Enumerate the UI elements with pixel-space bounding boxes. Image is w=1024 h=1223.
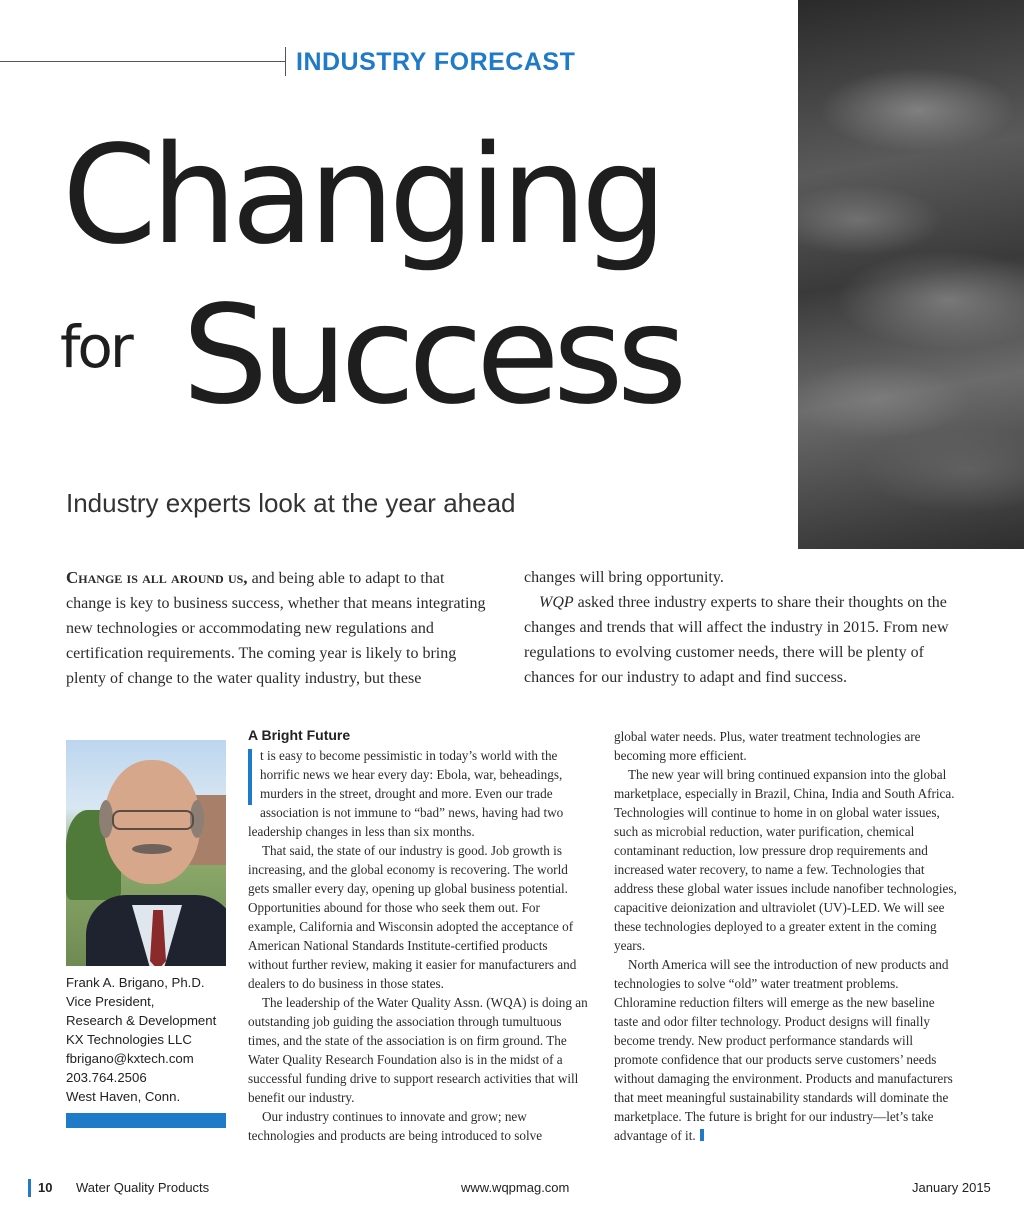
bio-email: fbrigano@kxtech.com	[66, 1051, 194, 1066]
article-p1-text: t is easy to become pessimistic in today’s world with the horrific news we hear every day: Ebola, war, beheadings, murders in the street, drought and more. Even our trade association is not immune to “bad” news, having had two leadership changes in less than six months.	[248, 748, 564, 839]
footer-url[interactable]: www.wqpmag.com	[461, 1180, 570, 1195]
article-paragraph: The new year will bring continued expansion into the global marketplace, especially in Brazil, China, India and South Africa. Technologies will continue to home in on global water issues, such as microbial reduction, water purification, chemical contaminant reduction, low pressure drop requirements and increased water recovery, to name a few. Technologies that address these global water issues include nanofiber technologies, capacitive deionization and ultraviolet (UV)-LED. We will see these technologies deployed to a greater extent in the coming years.	[614, 767, 957, 953]
drop-cap	[248, 749, 252, 805]
article-paragraph: global water needs. Plus, water treatment technologies are becoming more efficient.	[614, 729, 921, 763]
author-headshot	[66, 740, 226, 966]
section-label: INDUSTRY FORECAST	[296, 48, 576, 76]
deck-subtitle: Industry experts look at the year ahead	[66, 488, 516, 518]
bio-title-1: Vice President,	[66, 994, 155, 1009]
footer-date: January 2015	[912, 1180, 991, 1195]
intro-lead-in: Change is all around us,	[66, 568, 248, 587]
article-subhead: A Bright Future	[248, 727, 351, 743]
bio-accent-bar	[66, 1113, 226, 1128]
footer-magazine: Water Quality Products	[76, 1180, 210, 1195]
photo-hair-left	[99, 800, 113, 838]
bio-phone: 203.764.2506	[66, 1070, 147, 1085]
intro-right-column	[524, 565, 954, 690]
end-of-article-mark	[700, 1129, 704, 1141]
article-paragraph	[614, 955, 958, 1145]
header-divider	[285, 47, 286, 76]
intro-right-p2-text: asked three industry experts to share their thoughts on the changes and trends that will affect the industry in 2015. From new regulations to evolving customer needs, there will be plenty of chances for our industry to adapt and find success.	[524, 594, 949, 686]
intro-right-p2	[524, 590, 954, 690]
intro-magazine-abbr: WQP	[539, 594, 574, 611]
article-paragraph: Our industry continues to innovate and grow; new technologies and products are being introduced to solve	[248, 1109, 543, 1143]
article-column-right	[614, 727, 958, 1145]
intro-left-text: and being able to adapt to that change is key to business success, whether that means integrating new technologies or accommodating new regulations and certification requirements. The coming year is likely to bring plenty of change to the water quality industry, but these	[66, 570, 486, 687]
photo-glasses	[112, 810, 194, 830]
header-rule	[0, 61, 285, 62]
article-paragraph: That said, the state of our industry is good. Job growth is increasing, and the global economy is recovering. The world gets smaller every day, opening up global business potential. Opportunities abound for those who seek them out. For example, California and Wisconsin adopted the acceptance of American National Standards Institute-certified products without further review, making it easier for manufacturers and dealers to do business in those states.	[248, 843, 577, 991]
bio-title-2: Research & Development	[66, 1013, 217, 1028]
intro-left-column	[66, 565, 491, 691]
footer-accent-bar	[28, 1179, 31, 1197]
headline-line1: Changing	[62, 117, 662, 275]
storm-cloud-photo	[798, 0, 1024, 549]
intro-right-p1: changes will bring opportunity.	[524, 569, 724, 586]
article-paragraph: The leadership of the Water Quality Assn. (WQA) is doing an outstanding job guiding the association through tumultuous times, and the state of the association is on firm ground. The Water Quality Research Foundation also is in the midst of a successful funding drive to support research activities that will benefit our industry.	[248, 995, 588, 1105]
bio-name: Frank A. Brigano, Ph.D.	[66, 975, 205, 990]
bio-company: KX Technologies LLC	[66, 1032, 192, 1047]
author-bio	[66, 973, 216, 1106]
headline-line2: Success	[182, 277, 681, 435]
article-paragraph	[248, 746, 590, 841]
bio-location: West Haven, Conn.	[66, 1089, 181, 1104]
headline-small-word: for	[60, 313, 131, 381]
article-p7-text: North America will see the introduction of new products and technologies to solve “old” water treatment problems. Chloramine reduction filters will emerge as the new baseline taste and odor filter technology. Product designs will finally become trendy. New product performance standards will promote confidence that our products serve customers’ needs without damaging the environment. Products and manufacturers that meet meaningful sustainability standards will dominate the marketplace. The future is bright for our industry—let’s take advantage of it.	[614, 957, 953, 1143]
photo-mustache	[132, 844, 172, 854]
article-column-middle	[248, 727, 590, 1145]
page-number: 10	[38, 1180, 53, 1195]
